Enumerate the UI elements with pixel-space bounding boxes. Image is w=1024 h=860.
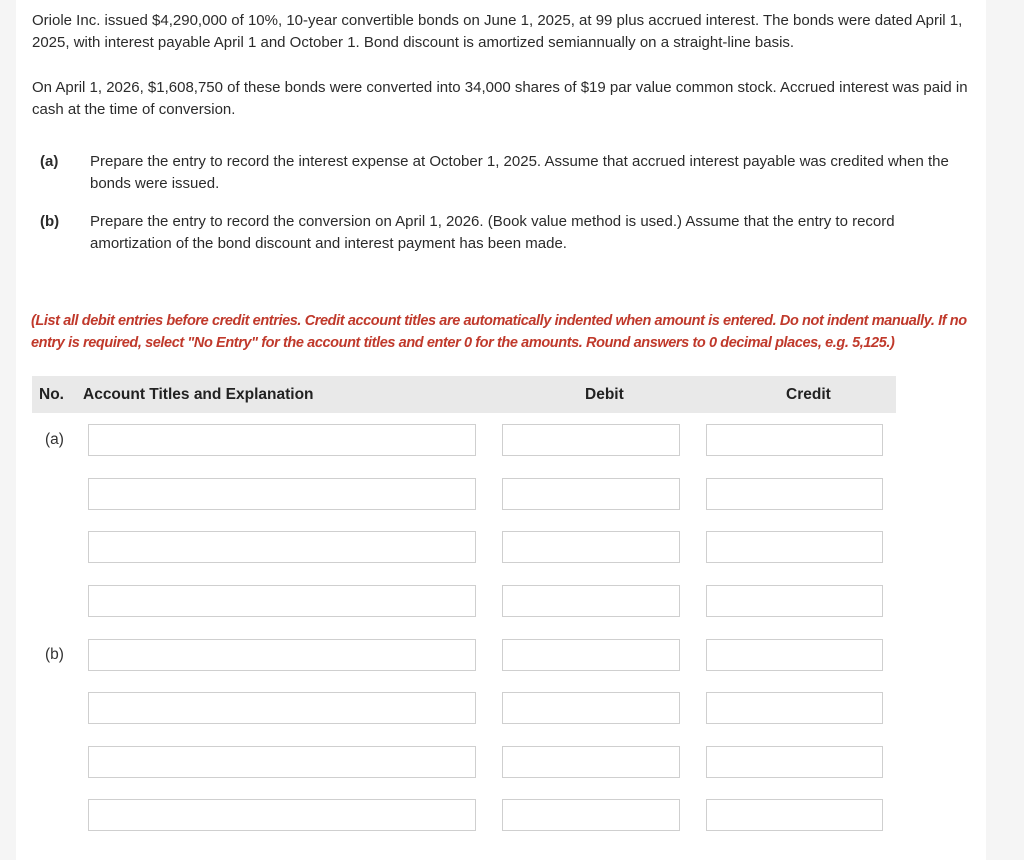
debit-amount-input[interactable] [502, 478, 680, 510]
account-title-input[interactable] [88, 639, 476, 671]
credit-amount-input[interactable] [706, 799, 883, 831]
account-title-input[interactable] [88, 424, 476, 456]
entry-instructions: (List all debit entries before credit entries. Credit account titles are automatically indented when amount is entered. Do not indent manually. If no entry is required, select "No Entry" for the account titles and enter 0 for the amounts. Round answers to 0 decimal places, e.g. 5,125.) [31, 313, 967, 351]
requirement-letter: (a) [40, 153, 59, 170]
requirement-b [32, 211, 952, 255]
debit-amount-input[interactable] [502, 746, 680, 778]
problem-paragraph-2: On April 1, 2026, $1,608,750 of these bonds were converted into 34,000 shares of $19 par value common stock. Accrued interest was paid in cash at the time of conversion. [32, 79, 968, 118]
debit-amount-input[interactable] [502, 585, 680, 617]
account-title-input[interactable] [88, 478, 476, 510]
debit-amount-input[interactable] [502, 799, 680, 831]
header-credit: Credit [786, 386, 831, 403]
account-title-input[interactable] [88, 746, 476, 778]
credit-amount-input[interactable] [706, 478, 883, 510]
problem-page [16, 0, 986, 860]
requirement-text: Prepare the entry to record the conversion on April 1, 2026. (Book value method is used.) Assume that the entry to record amortization of the bond discount and interest payment has been made. [90, 213, 895, 252]
debit-amount-input[interactable] [502, 692, 680, 724]
entry-label-b: (b) [45, 646, 64, 663]
problem-paragraph-1: Oriole Inc. issued $4,290,000 of 10%, 10-year convertible bonds on June 1, 2025, at 99 plus accrued interest. The bonds were dated April 1, 2025, with interest payable April 1 and October 1. Bond discount is amortized semiannually on a straight-line basis. [32, 12, 963, 51]
credit-amount-input[interactable] [706, 585, 883, 617]
header-debit: Debit [585, 386, 624, 403]
journal-table-header [32, 376, 896, 413]
credit-amount-input[interactable] [706, 531, 883, 563]
requirement-letter: (b) [40, 213, 60, 230]
requirement-a [32, 151, 952, 195]
debit-amount-input[interactable] [502, 639, 680, 671]
account-title-input[interactable] [88, 692, 476, 724]
credit-amount-input[interactable] [706, 639, 883, 671]
credit-amount-input[interactable] [706, 746, 883, 778]
header-account-titles: Account Titles and Explanation [83, 386, 314, 403]
entry-label-a: (a) [45, 431, 64, 448]
requirement-text: Prepare the entry to record the interest expense at October 1, 2025. Assume that accrued interest payable was credited when the bonds were issued. [90, 153, 949, 192]
account-title-input[interactable] [88, 585, 476, 617]
debit-amount-input[interactable] [502, 531, 680, 563]
header-no: No. [39, 386, 64, 403]
credit-amount-input[interactable] [706, 424, 883, 456]
credit-amount-input[interactable] [706, 692, 883, 724]
account-title-input[interactable] [88, 799, 476, 831]
debit-amount-input[interactable] [502, 424, 680, 456]
account-title-input[interactable] [88, 531, 476, 563]
